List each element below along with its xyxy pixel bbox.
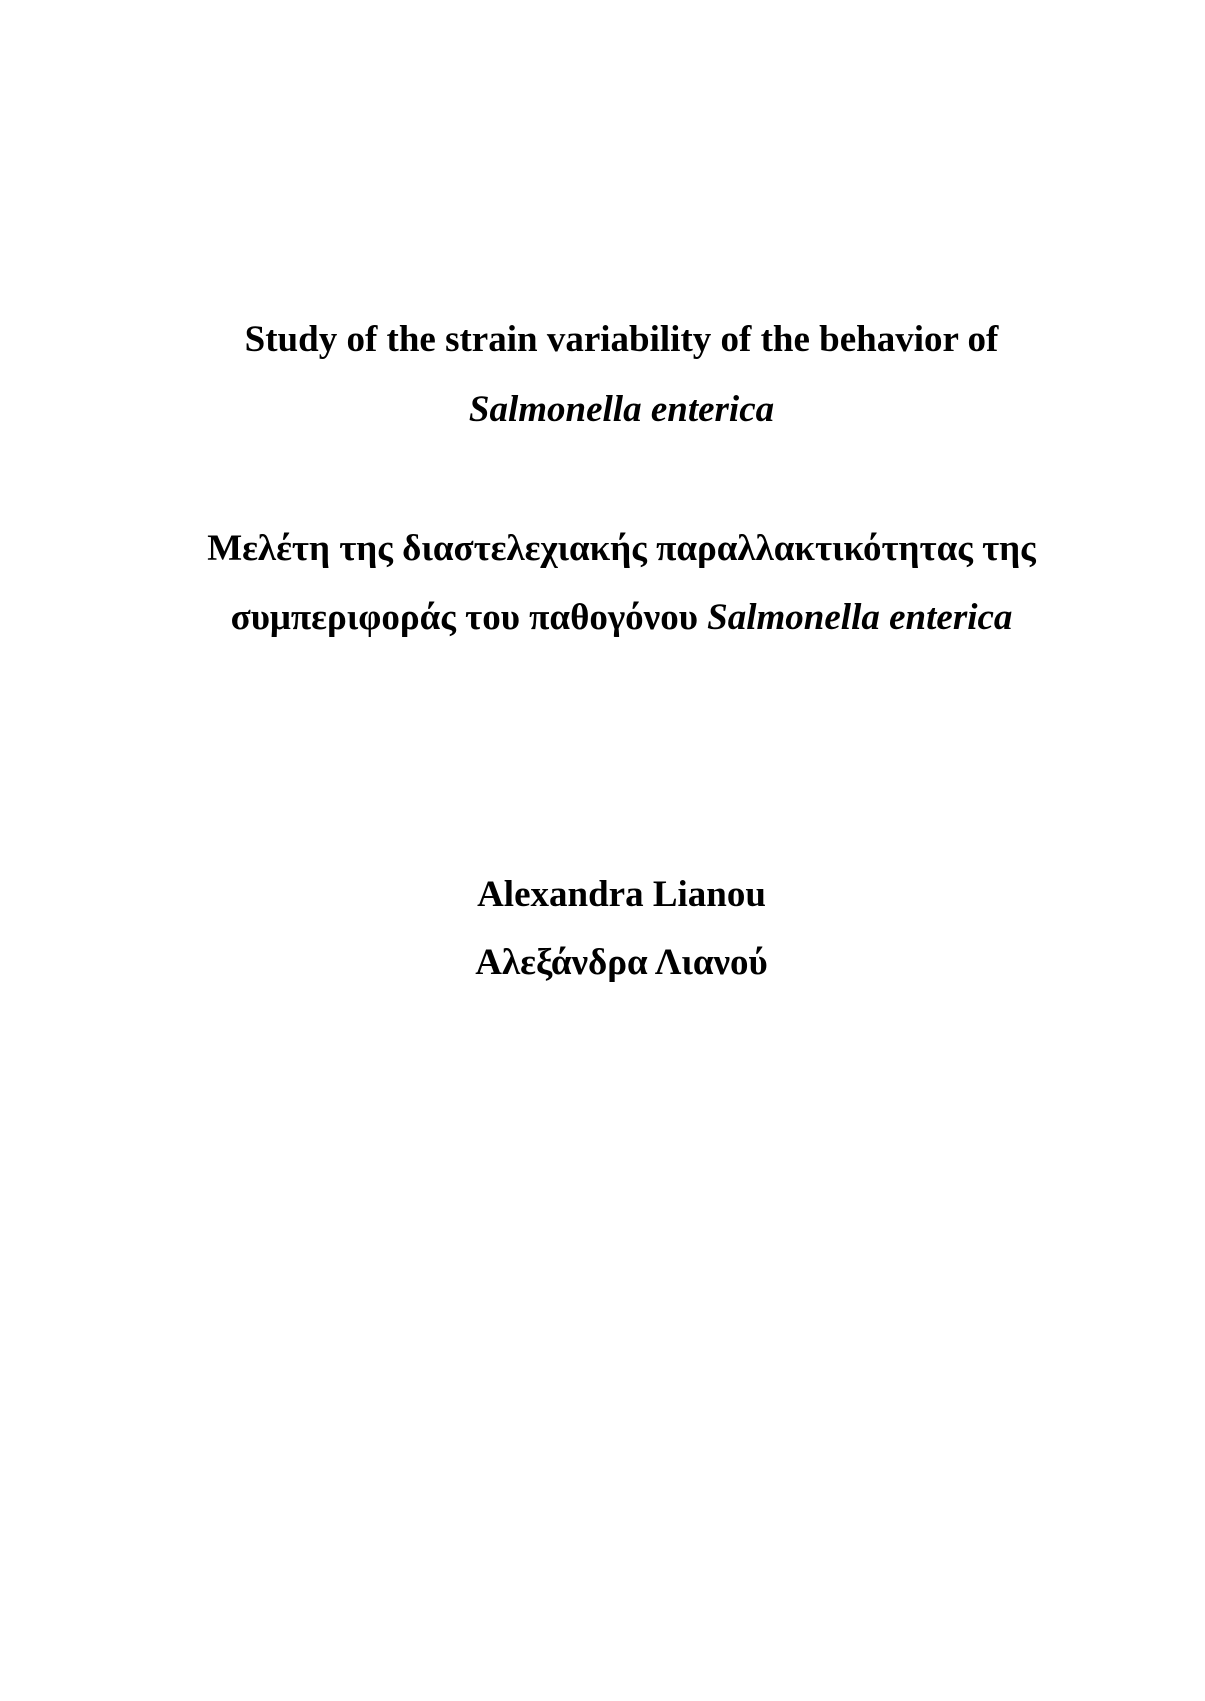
title-english-line-1: [0, 318, 1205, 362]
species-name-greek-title: Salmonella enterica: [707, 597, 1013, 638]
title-greek-prefix: συμπεριφοράς του παθογόνου: [230, 597, 698, 638]
author-name-greek-line: [0, 941, 1205, 985]
title-english-text: Study of the strain variability of the behavior of: [244, 319, 999, 360]
author-name-greek: Αλεξάνδρα Λιανού: [475, 942, 768, 983]
title-greek-line-1: [0, 527, 1205, 571]
species-name-english: Salmonella enterica: [468, 389, 775, 430]
author-name-english-line: [0, 873, 1205, 917]
title-english-line-2: [0, 388, 1205, 432]
title-greek-line-2: [0, 596, 1205, 640]
title-greek-text: Μελέτη της διαστελεχιακής παραλλακτικότητας της: [207, 528, 1036, 569]
author-name-english: Alexandra Lianou: [477, 874, 766, 915]
